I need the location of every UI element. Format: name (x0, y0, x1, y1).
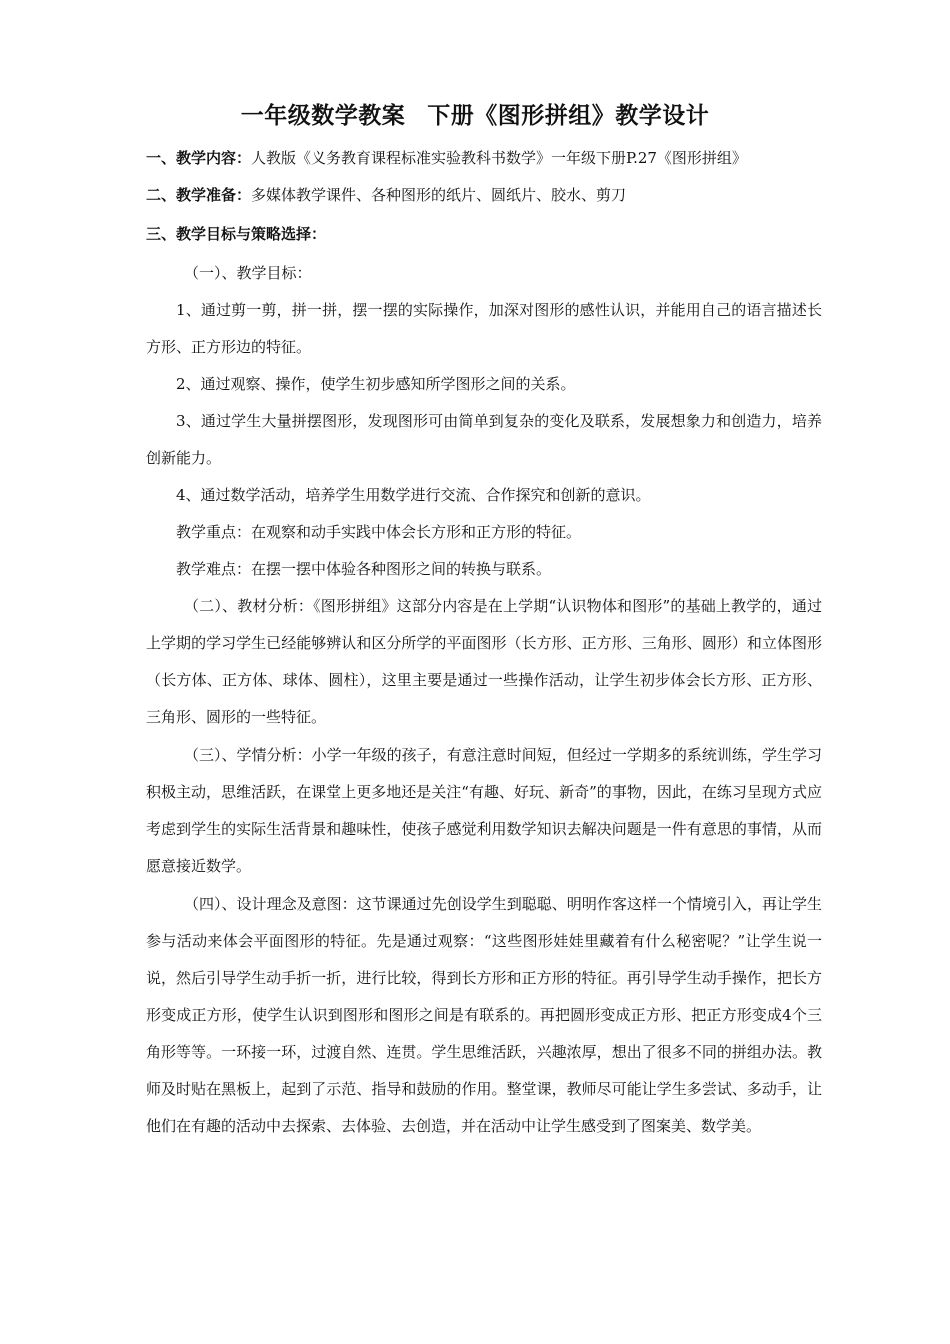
section-teaching-content (146, 146, 747, 170)
student-analysis: （三）、学情分析：小学一年级的孩子，有意注意时间短，但经过一学期多的系统训练，学生学习积极主动，思维活跃，在课堂上更多地还是关注“有趣、好玩、新奇”的事物，因此，在练习呈现方式应考虑到学生的实际生活背景和趣味性，使孩子感觉利用数学知识去解决问题是一件有意思的事情，从而愿意接近数学。 (146, 746, 822, 875)
goal-item-3: 3、通过学生大量拼摆图形，发现图形可由简单到复杂的变化及联系，发展想象力和创造力，培养创新能力。 (146, 412, 822, 467)
material-analysis: （二）、教材分析：《图形拼组》这部分内容是在上学期“认识物体和图形”的基础上教学的，通过上学期的学习学生已经能够辨认和区分所学的平面图形（长方形、正方形、三角形、圆形）和立体图形（长方体、正方体、球体、圆柱），这里主要是通过一些操作活动，让学生初步体会长方形、正方形、三角形、圆形的一些特征。 (146, 597, 822, 726)
design-concept: （四）、设计理念及意图：这节课通过先创设学生到聪聪、明明作客这样一个情境引入，再让学生参与活动来体会平面图形的特征。先是通过观察：“这些图形娃娃里藏着有什么秘密呢？”让学生说一说，然后引导学生动手折一折，进行比较，得到长方形和正方形的特征。再引导学生动手操作，把长方形变成正方形，使学生认识到图形和图形之间是有联系的。再把圆形变成正方形、把正方形变成4个三角形等等。一环接一环，过渡自然、连贯。学生思维活跃，兴趣浓厚，想出了很多不同的拼组办法。教师及时贴在黑板上，起到了示范、指导和鼓励的作用。整堂课，教师尽可能让学生多尝试、多动手，让他们在有趣的活动中去探索、去体验、去创造，并在活动中让学生感受到了图案美、数学美。 (146, 895, 822, 1135)
section-label: 二、教学准备： (146, 186, 252, 204)
title-part-1: 一年级数学教案 (240, 102, 406, 129)
goal-item-1: 1、通过剪一剪，拼一拼，摆一摆的实际操作，加深对图形的感性认识，并能用自己的语言描述长方形、正方形边的特征。 (146, 301, 822, 356)
section-label: 三、教学目标与策略选择： (146, 225, 327, 243)
document-title (0, 98, 950, 134)
section-teaching-preparation (146, 183, 626, 207)
key-point: 教学重点：在观察和动手实践中体会长方形和正方形的特征。 (176, 523, 582, 541)
section-teaching-goals (146, 222, 326, 246)
section-text: 多媒体教学课件、各种图形的纸片、圆纸片、胶水、剪刀 (251, 186, 627, 204)
goal-item-4: 4、通过数学活动，培养学生用数学进行交流、合作探究和创新的意识。 (176, 486, 651, 504)
difficulty-point: 教学难点：在摆一摆中体验各种图形之间的转换与联系。 (176, 560, 552, 578)
section-text: 人教版《义务教育课程标准实验教科书数学》一年级下册P.27《图形拼组》 (251, 149, 747, 167)
title-part-2: 下册《图形拼组》教学设计 (427, 102, 710, 129)
goals-heading: （一）、教学目标： (184, 264, 312, 282)
section-label: 一、教学内容： (146, 149, 252, 167)
goal-item-2: 2、通过观察、操作，使学生初步感知所学图形之间的关系。 (176, 375, 576, 393)
